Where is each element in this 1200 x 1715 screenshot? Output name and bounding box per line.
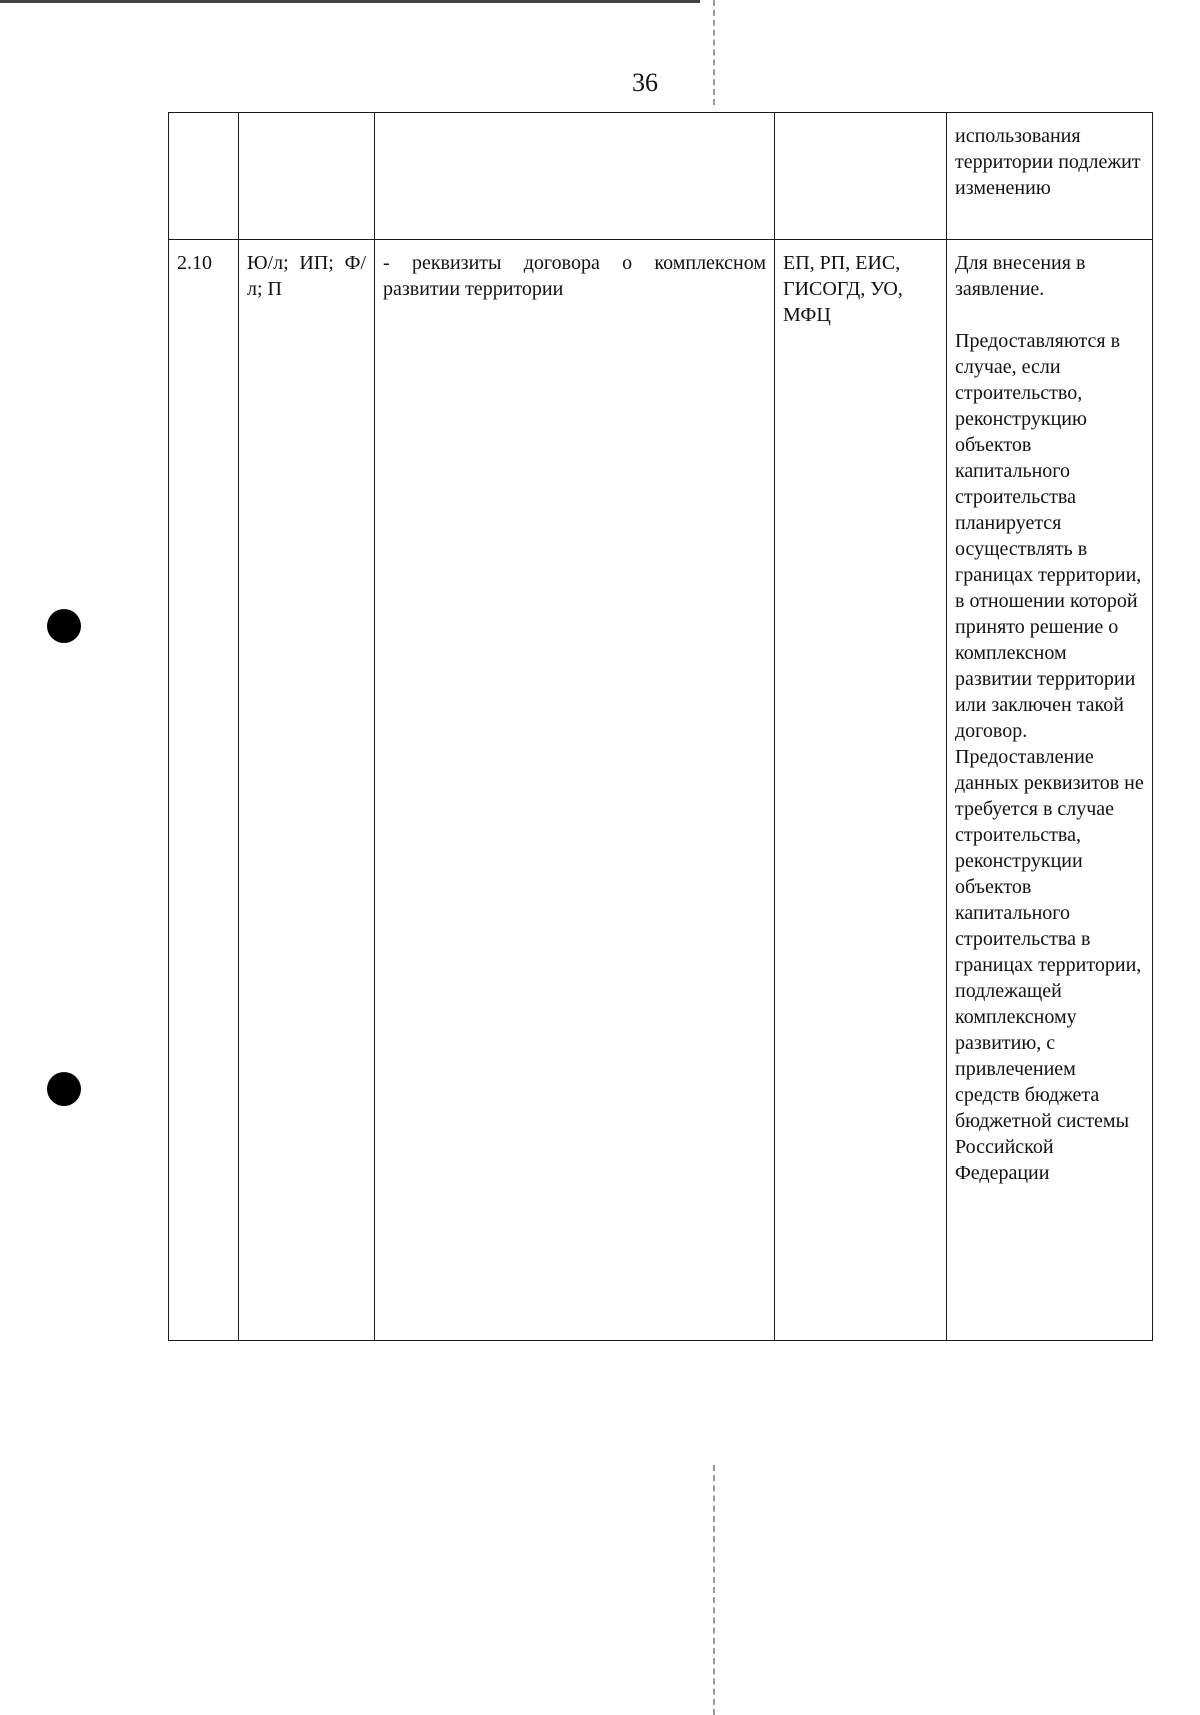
table-row-2-10 [169,240,1153,1341]
punch-hole-upper [47,609,81,643]
cell-number: 2.10 [169,240,239,1341]
cell-document [375,113,775,240]
cell-source: ЕП, РП, ЕИС, ГИСОГД, УО, МФЦ [775,240,947,1341]
fold-line-bottom [713,1465,715,1715]
page-top-rule [0,0,700,3]
note-text: использования территории подлежит изменению [955,125,1141,199]
page-number: 36 [632,68,658,97]
fold-line-top [713,0,715,105]
cell-document: - реквизиты договора о комплексном развитии территории [375,240,775,1341]
table-row-continued [169,113,1153,240]
cell-applicant [239,113,375,240]
requirements-table [168,112,1153,1341]
cell-applicant: Ю/л; ИП; Ф/л; П [239,240,375,1341]
note-details: Предоставляются в случае, если строительство, реконструкцию объектов капитального строительства планируется осуществлять в границах территории, в отношении которой принято решение о комплексном развитии территории или заключен такой договор. Предоставление данных реквизитов не требуется в случае строительства, реконструкции объектов капитального строительства в границах территории, подлежащей комплексному развитию, с привлечением средств бюджета бюджетной системы Российской Федерации [955,330,1144,1184]
cell-number [169,113,239,240]
note-intro: Для внесения в заявление. [955,252,1086,300]
cell-note [947,113,1153,240]
cell-source [775,113,947,240]
cell-note [947,240,1153,1341]
punch-hole-lower [47,1072,81,1106]
